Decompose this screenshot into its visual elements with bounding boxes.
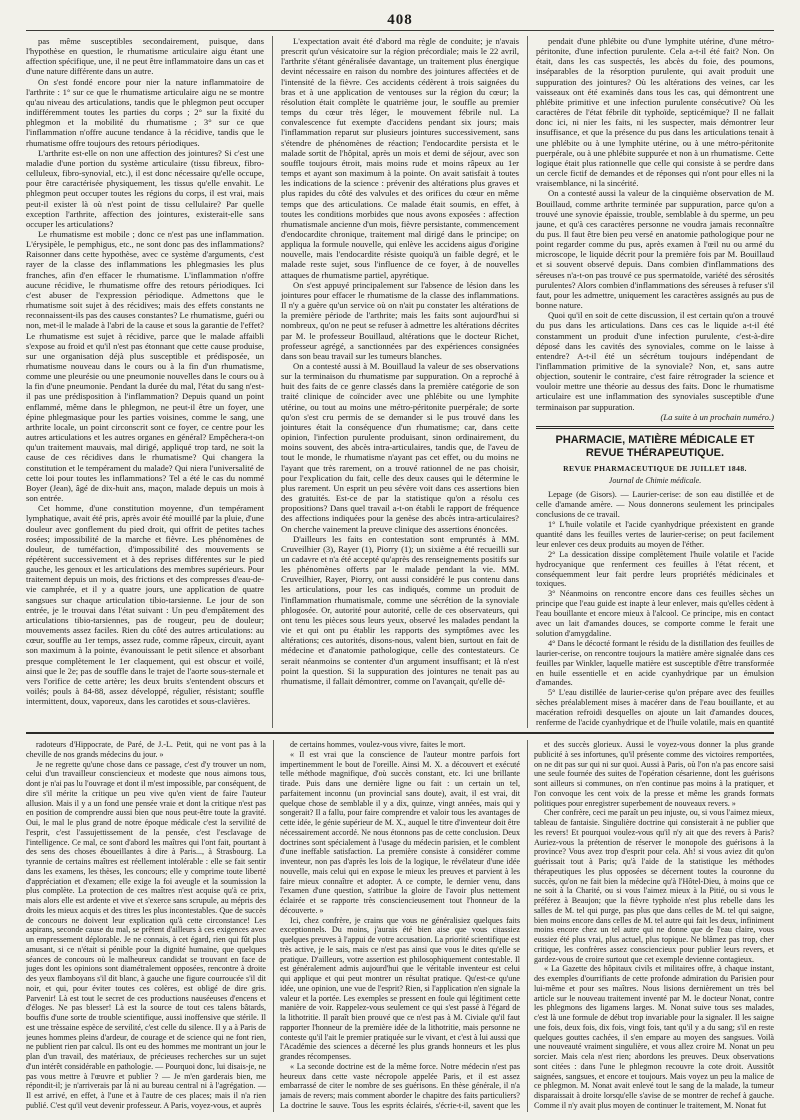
- paragraph: radoteurs d'Hippocrate, de Paré, de J.-L. Petit, qui ne vont pas à la cheville de nos grands médecins du jour. »: [26, 740, 266, 759]
- paragraph: On a contesté aussi la valeur de la cinquième observation de M. Bouillaud, comme arthrite terminée par suppuration, parce qu'on a trouvé une synovie épaissie, trouble, semblable à du sperme, un peu jaune, et qu'à ces caractères personne ne voudra jamais reconnaître du pus. Il faut être bien peu versé en anatomie pathologique pour ne point regarder comme du pus, après examen à l'œil nu ou armé du microscope, le liquide décrit pour la première fois par M. Bouillaud et si souvent observé depuis. Dans combien d'inflammations des séreuses n'a-t-on pas trouvé ce pus spermatoïde, variété des sérosités purulentes? Alors combien d'inflammations des séreuses à refuser s'il faut, pour les admettre, uniquement les caractères assignés au pus de bonne nature.: [536, 188, 774, 311]
- page-number: 408: [387, 12, 413, 28]
- paragraph: Je ne regrette qu'une chose dans ce passage, c'est d'y trouver un nom, celui d'un travailleur consciencieux et modeste que nous aimons tous, dont je n'ai pas lu l'ouvrage et dont il m'est impossible, par conséquent, de dire s'il mérite la critique un peu vive qu'en vient de faire l'auteur allusion. Mais il y a un fond une pensée vraie et dont la critique n'est pas en position de comprendre aussi bien que nous peut-être toute la gravité. Oui, le mal le plus grand de notre époque médicale c'est la servilité de l'esprit, c'est l'assujettissement de la pensée, c'est l'esclavage de l'intelligence. Ce mal, ce sont d'abord les maîtres qui l'ont fait, pourtant à des sens des choses éboueillantes à dire à Paris..., à Strasbourg. La tyrannie de certains maîtres est réellement intolérable : elle se fait sentir dans les examens, les thèses, les concours; elle y comprime toute liberté d'appréciation et d'examen; elle exige la foi aveugle et la soumission la plus complète. La protection de ces maîtres n'est acquise qu'à ce prix, mais alors elle est ardente et vive et s'exerce sans scrupule, au mépris des droits les mieux acquis et des titres les plus incontestables. Que de succès de concours ne doivent leur explication qu'à cette circonstance! Les aspirans, seconde cause du mal, se prêtent d'ailleurs à ces exigences avec un empressement déplorable. Je ne connais, à cet égard, rien qui fût plus amusant, si ce n'était si pénible pour la dignité humaine, que quelques séances de concours où le malheureux candidat se trouvant en face de juges dont les opinions sont diamétralement opposées, rencontre à droite des yeux flamboyans s'il dit blanc, à gauche une figure courroucée s'il dit noir, et qui, pour éviter toutes ces colères, est obligé de dire gris. Parvenir! Là est tout le secret de ces productions nauséeuses d'encens et d'éloges. Ne pas blesser! Là est la source de tout ces talens bâtards, bouffis d'une sorte de trouble scientifique, aussi inoffensive que stérile. Il est une trèssaine espèce de servilité, c'est celle du silence. Il y a à Paris de jeunes hommes pleins d'ardeur, de courage et de science qui ne font rien, ne publient rien par calcul. Ils ont eu des hommes me montrant un jour le plan d'un travail, des matériaux, de précieuses recherches sur un sujet d'un intérêt considérable en pathologie. — Pourquoi donc, lui disais-je, ne pas vous mettre à l'œuvre et publier ? — Je m'en garderais bien, me répondit-il; je n'arriverais par là ni au bureau central ni à l'agrégation. — Il est arrivé, en effet, à l'une et à l'autre de ces places; mais il n'a rien publié. C'est qu'il veut devenir professeur. A Paris, voyez-vous, et auprès: [26, 759, 266, 1110]
- lower-column-1: [26, 740, 266, 1112]
- section-source: Journal de Chimie médicale.: [608, 476, 702, 486]
- upper-column-1: [26, 36, 264, 728]
- paragraph: « Il est vrai que la conscience de l'auteur montre parfois fort impertinemment le bout de l'oreille. Ainsi M. X. a découvert et exécuté telle méthode magnifique, d'où succès constant, etc. Ici une brillante tirade. Puis dans une dernière ligne ou fait : un certain un tel, parfaitement inconnu (un provincial sans doute), avait, il est vrai, dit quelque chose de semblable il y a dix, quinze, vingt années, mais qui y songerait? Il a fallu, pour faire comprendre et valoir tous les avantages de cette idée, le génie supérieur de M. X., auquel le titre d'inventeur doit être nécessairement accordé. Ne nous étonnons pas de cette conclusion. Deux doctrines sont spécialement à l'usage du médecin parisien, et le comblent d'une ineffable satisfaction. La première consiste à considérer comme inventeur, non pas d'après les lois de la logique, le révélateur d'une idée nouvelle, mais celui qui en expose le mieux les preuves et parvient à les faire mieux connaître et adopter. A ce compte, le dernier venu, dans l'examen d'une question, s'attribue la gloire de l'avoir plus nettement éclairée et se rapporte très consciencieusement tout l'honneur de la découverte. »: [280, 749, 520, 915]
- lower-column-2: [280, 740, 520, 1112]
- pharmacy-note: 3° Néanmoins on rencontre encore dans ces feuilles sèches un principe que l'eau guide est inapte à leur enlever, mais qu'elles cèdent à l'eau bouillante et encore mieux à l'alcool. Ce principe, mis en contact avec un lait d'amandes douces, se comporte comme le ferait une solution d'amygdaline.: [536, 589, 774, 638]
- paragraph: Cet homme, d'une constitution moyenne, d'un tempérament lymphatique, avait été pris, après avoir été mouillé par la pluie, d'une douleur avec gonflement du pied droit, qui offrit de petites taches rosées; impossibilité de la marche et fièvre. Les phénomènes de douleur, de tuméfaction, d'impossibilité des mouvements se répétèrent successivement et à des reprises différentes sur le pied gauche, les genoux et les articulations des membres supérieurs. Pour traitement depuis un mois, des frictions et des compresses d'eau-de-vie camphrée, et il y a quatre jours, une application de quatre sangsues sur chaque articulation tibio-tarsienne. Le jour de son entrée, je le trouvai dans l'état suivant : Un peu d'empâtement des articulations tibio-tarsiennes, pas de rougeur, peu de douleur; mouvements assez faciles. Rien du côté des autres articulations: au cœur, souffle au 1er temps, assez rude, comme râpeux, circuit, ayant son maximum à la pointe, évanouissant le petit silence et absorbant presque complètement le 1er claquement, qui est obscur et voilé, ainsi que le 2e; pas de souffle dans le trajet de l'aorte sous-sternale et vers l'orifice de cette artère; les deux bruits s'entendent obscurs et voilés; pouls à 84-88, assez développé, régulier, résistant; souffle intermittent, doux, vaporeux, dans les carotides et sous-clavières.: [26, 503, 264, 707]
- pharmacy-note: 2° La dessication dissipe complètement l'huile volatile et l'acide hydrocyanique que renferment ces feuilles à l'état récent, et conséquemment leur fait perdre leurs propriétés médicinales et toxiques.: [536, 549, 774, 589]
- upper-column-3: [536, 36, 774, 728]
- paragraph: Le rhumatisme est mobile ; donc ce n'est pas une inflammation. L'érysipèle, le pemphigus, etc., ne sont donc pas des inflammations? Raisonner dans cette hypothèse, avec ce système d'arguments, c'est rayer de la classe des inflammations les phlegmasies les plus franches, afin d'en effacer le rhumatisme. L'inflammation n'offre aucune récidive, le rhumatisme offre des retours périodiques. Ici c'est abuser de l'expression périodique. Admettons que le rhumatisme soit sujet à des récidives; mais des effets constants ne reconnaissent-ils pas des causes constantes? Le rhumatisme, guéri ou non, met-il le malade à l'abri de la cause et sous la garantie de l'effet? Le rhumatisme est sujet à récidive, parce que le malade affaibli s'expose au froid et qu'il n'est pas étonnant que cette cause produise, sur une organisation déjà plus susceptible et prédisposée, un rhumatisme nouveau dans le cours ou à la fin d'un rhumatisme, comme une pleurésie ou une pneumonie nouvelles dans le cours ou à la fin d'une pneumonie. Pendant la durée du mal, l'état du sang n'est-il pas une prédisposition à l'inflammation? Depuis quand un point enflammé, même dans le phlegmon, ne peut-il être un foyer, une épine phlegmasique pour les parties voisines, comme le sang, une arthrite locale, un point circonscrit sont ce foyer, ce centre pour les autres articulations et les autres organes en général? Empêchera-t-on qu'un traitement mauvais, mal dirigé, appliqué trop tard, ne soit la cause de ces récidives dans le rhumatisme? Qui changera la constitution et le tempérament du malade? Qui niera l'universalité de cette loi pour toutes les inflammations? Tel a été le cas du nommé Boyer (Jean), âgé de dix-huit ans, maçon, malade depuis un mois à son entrée.: [26, 228, 264, 504]
- header-rule: [26, 30, 774, 31]
- column-divider: [527, 36, 528, 728]
- paragraph: Cher confrère, ceci me paraît un peu injuste, ou, si vous l'aimez mieux, tableau de fantaisie. Singulière doctrine qui consisterait à ne publier que les revers! Et pourquoi voulez-vous qu'il n'y ait que des revers à Paris? Auriez-vous la prétention de réserver le monopole des guérisons à la province? Vous avez trop d'esprit pour cela. Ah! si vous aviez dit qu'on guérissait tout à Paris; qu'à l'aide de la statistique les méthodes thérapeutiques les plus opposées se décernent toutes la couronne du succès, qu'on ne fait bien la médecine qu'à l'Hôtel-Dieu, à moins que ce ne soit à la Charité, ou si vous l'aimez mieux à la Pitié, ou si vous le préférez à Beaujon; que la fièvre typhoïde n'est plus rebelle dans les salles de M. tel qui purge, pas plus que dans celles de M. tel qui saigne, bien moins encore dans celles de M. tel autre qui fait les deux, infiniment moins encore chez un tel autre qui ne donne que de l'eau claire, vous eussiez été plus vrai, plus actuel, plus topique. Ne blâmez pas trop, cher critique, les confrères assez consciencieux pour publier leurs revers, et gardez-vous de croire surtout que cet exemple devienne contagieux.: [534, 808, 774, 964]
- section-title: PHARMACIE, MATIÈRE MÉDICALE ET REVUE THÉRAPEUTIQUE.: [555, 433, 755, 459]
- lower-column-3: [534, 740, 774, 1112]
- paragraph: « La seconde doctrine est de la même force. Notre médecin n'est pas heureux dans cette vaste nécropole appelée Paris, et il est assez embarrassé de citer le nombre de ses guérisons. En thèse générale, il n'a jamais de revers; mais comment aborder le chapitre des faits particuliers? La doctrine le sauve. Tous les esprits éclairés, s'écrie-t-il, savent que les: [280, 1061, 520, 1110]
- paragraph: Quoi qu'il en soit de cette discussion, il est certain qu'on a trouvé du pus dans les articulations. Dans ces cas le liquide a-t-il été constamment un produit d'une infection purulente, c'est-à-dire déposé dans les cavités des synoviales, comme on le laisse à entendre? A-t-il été un sécrétum toujours indépendant de l'inflammation primitive de la synoviale? Non, et, sans autre objection, soutenir le contraire, c'est faire rétrograder la science et vouloir mettre une théorie au dessus des faits. Donc le rhumatisme articulaire est une inflammation des synoviales susceptible d'une terminaison par suppuration.: [536, 310, 774, 412]
- paragraph: L'expectation avait été d'abord ma règle de conduite; je n'avais prescrit qu'un vésicatoire sur la région précordiale; mais le 22 avril, l'arthrite s'étant généralisée davantage, un traitement plus énergique devint nécessaire en raison du nombre des jointures affectées et de l'intensité de la fièvre. Ces accidents cédèrent à trois saignées du bras et à une application de ventouses sur la région du cœur; la résolution était complète le quatrième jour, le souffle au premier temps du cœur très léger, le mouvement fébrile nul. La convalescence fut exempte d'accidens pendant six jours; mais l'inflammation reparut sur plusieurs jointures successivement, sans s'étendre de phénomènes de réaction; l'endocardite persista et le malade sortit de l'hôpital, après un mois et demi de séjour, avec son souffle toujours étroit, mais moins rude et moins râpeux au 1er temps et ayant son maximum à la pointe. On avait satisfait à toutes les indications de la science : prévenir des altérations plus graves et plus rapides du côté des valvules et des orifices du cœur en même temps que des articulations. Ce malade était soumis, en effet, à toutes les conditions morbides que nous avons exposées : affection rhumatismale ancienne d'un mois, fièvre persistante, commencement d'endocardite chronique, traitement mal dirigé dans le principe; on appliqua la formule nouvelle, qui enlève les accidens aigus d'origine nouvelle, mais l'endocardite résiste quoiqu'à un faible degré, et le malade reste sujet, sous l'influence de ce foyer, à de nouvelles attaques de rhumatisme partiel, apyrétique.: [281, 36, 519, 280]
- paragraph: D'ailleurs les faits en contestation sont empruntés à MM. Cruveilhier (3), Rayer (1), Piorry (1); un sixième a été recueilli sur un cadavre et n'a été accepté qu'après des renseignements positifs sur les phénomènes offerts par le malade pendant la vie. MM. Cruveilhier, Rayer, Piorry, ont aussi considéré le pus contenu dans les articulations, pour les cas indiqués, comme un produit de l'inflammation rhumatismale, comme une sécrétion de la synoviale phlogosée. Or, autorité pour autorité, celle de ces observateurs, qui ont tenu les pièces sous leurs yeux, observé les malades pendant la vie et qui ont pu établir les rapports des symptômes avec les altérations; ces autorités, disons-nous, valent bien, surtout en fait de médecine et d'anatomie pathologique, celle des contestateurs. Ce serait néanmoins se contenter d'un argument insuffisant; et là n'est point la question. Si la suppuration des jointures ne tenait pas au rhumatisme, il fallait démontrer, comme on l'avançait, qu'elle dé-: [281, 533, 519, 686]
- paragraph: On s'est appuyé principalement sur l'absence de lésion dans les jointures pour effacer le rhumatisme de la classe des inflammations. Il n'y a guère qu'un service où on n'ait pu constater les altérations de la première période de l'arthrite; mais les faits sont aujourd'hui si nombreux, qu'on ne peut se refuser à admettre les altérations décrites par M. le professeur Bouillaud, altérations que le docteur Richet, professeur agrégé, a sanctionnées par des expériences consignées dans son beau travail sur les tumeurs blanches.: [281, 279, 519, 361]
- paragraph: Ici, chez confrère, je crains que vous ne généralisiez quelques faits exceptionnels. Du moins, j'aurais été bien aise que vous citassiez quelques preuves à l'appui de votre accusation. La priorité scientifique est très active, je le sais, mais ce n'est pas ainsi que vous le dites qu'elle se pratique. D'ailleurs, votre assertion est philosophiquement contestable. Il est généralement admis aujourd'hui que le véritable inventeur est celui qui applique et qui peut montrer un résultat pratique. Qu'est-ce qu'une idée, une opinion, une vue de l'esprit? Rien, si l'application n'en signale la valeur et la portée. Les exemples se pressent en foule qui légitiment cette manière de voir. Rappelez-vous seulement ce qui s'est passé à l'égard de la lithotritie. Il paraît bien prouvé que ce n'est pas à M. Civiale qu'il faut rapporter l'honneur de la première idée de la lithotritie, mais personne ne conteste qu'il l'ait le premier pratiquée sur le vivant, et c'est à lui aussi que l'Académie des sciences a décerné les plus grands honneurs et les plus grandes récompenses.: [280, 915, 520, 1061]
- section-rule: [536, 428, 774, 429]
- column-divider: [527, 740, 528, 1112]
- section-subtitle: REVUE PHARMACEUTIQUE DE JUILLET 1848.: [563, 463, 747, 473]
- feuilleton: [26, 740, 774, 1112]
- pharmacy-note: Lepage (de Gisors). — Laurier-cerise: de son eau distillée et de celle d'amande amère. — Nous donnerons seulement les principales conclusions de ce travail.: [536, 490, 774, 520]
- paragraph: de certains hommes, voulez-vous vivre, faites le mort.: [290, 740, 466, 749]
- paragraph: L'arthrite est-elle on non une affection des jointures? Si c'est une maladie d'une portion du système articulaire (tissu fibreux, fibro-celluleux, fibro-synovial, etc.), il est donc nécessaire qu'elle occupe, pour être caractérisée physiquement, les tissus qu'elle envahit. Le phlegmon peut occuper toutes les régions du corps, il est vrai, mais peut-il exister là où n'est point de tissu cellulaire? Par quelle exception l'arthrite, affection des jointures, existerait-elle sans occuper les articulations?: [26, 147, 264, 229]
- upper-article: [26, 36, 774, 728]
- pharmacy-note: 4° Dans le décocté formant le résidu de la distillation des feuilles de laurier-cerise, on rencontre toujours la matière amère signalée dans ces feuilles par Winkler, laquelle matière est susceptible d'être transformée en huile essentielle et en acide cyanhydrique par un émulsion d'amandes.: [536, 638, 774, 688]
- column-divider: [272, 36, 273, 728]
- paragraph: « La Gazette des hôpitaux civils et militaires offre, à chaque instant, des exemples d'ourrifiants de cette profonde admiration du Parisien pour lui-même et pour ses maîtres. Nous lisions dernièrement un très bel article sur le nouveau traitement inventé par M. le docteur Nonat, contre les phlegmons des ligamens larges. M. Nonat suive tous ses malades, c'est là une formule de début trop invariable pour la signaler. Il les saigne une fois, deux fois, dix fois, vingt fois, tant qu'il y a du sang; s'il en reste quelques gouttes cachées, il s'en empare au moyen des sangsues. Voilà une nouveauté vraiment singulière, et vous allez croire M. Nonat un peu sorcier. Mais cela n'est rien; abordons les preuves. Deux observations sont citées : dans l'une le phlegmon recouvre la cote droit. Aussitôt saignées, sangsues, et encore et toujours. Mais voyez un peu la malice de ce phlegmon. M. Nonat avait enlevé tout le sang de la malade, la tumeur disparaissait à droite lorsqu'elle s'avise de se montrer de rechef à gauche. Comme il n'y avait plus moyen de continuer le traitement, M. Nonat fut: [534, 964, 774, 1110]
- column-divider: [273, 740, 274, 1112]
- paragraph: et des succès glorieux. Aussi le voyez-vous donner la plus grande publicité à ses infortunes, qu'il présente comme des victoires remportées, on ne dit pas sur qui ni sur quoi. Aussi à Paris, où l'on n'a pas encore saisi une seule fournée des suites de l'opération césarienne, dont les guérisons sont ailleurs si communes, on n'en continue pas moins à la pratiquer, et l'on convoque les cent voix de la presse et même les grands formats politiques pour enregistrer superbement de nouveaux revers. »: [534, 740, 774, 808]
- upper-column-2: [281, 36, 519, 728]
- feuilleton-divider: [26, 732, 774, 734]
- pharmacy-note: 1° L'huile volatile et l'acide cyanhydrique préexistent en grande quantité dans les feuilles vertes de laurier-cerise; on peut facilement leur enlever ces deux produits au moyen de l'éther.: [536, 519, 774, 549]
- continued-note: (La suite à un prochain numéro.): [660, 411, 774, 422]
- section-rule: [536, 426, 774, 427]
- paragraph: On a contesté aussi à M. Bouillaud la valeur de ses observations sur la terminaison du rhumatisme par suppuration. On a reproché à huit des faits de ce genre classés dans la première catégorie de son traité clinique de coïncider avec une phlébite ou une lymphite utérine, ou tout au moins une métro-péritonite puerpérale; de sorte qu'on s'est cru permis de se demander si le pus trouvé dans les jointures était la conséquence d'un rhumatisme; car, dans cette opinion, l'infection purulente produisant, sinon ordinairement, du moins souvent, des abcès intra-articulaires, tandis que, de l'aveu de tout le monde, le rhumatisme n'ayant pas cet effet, ou du moins ne l'ayant que très rarement, on a trouvé rationnel de ne pas choisir, pour l'explication du fait, celle des deux causes qui le détermine le plus rarement. Un esprit un peu sévère voit dans ces assertions bien des gratuités. Est-ce de par la statistique qu'on a résolu ces propositions? Dans quel travail a-t-on établi le rapport de fréquence des affections indiquées pour la genèse des abcès intra-articulaires? On cherche vainement la preuve clinique des assertions énoncées.: [281, 361, 519, 534]
- pharmacy-note: 5° L'eau distillée de laurier-cerise qu'on prépare avec des feuilles sèches préalablement mises à macérer dans de l'eau bouillante, et au macération refroidi desquelles on ajoute un lait d'amandes douces, renferme de l'acide cyanhydrique et de l'huile volatile, mais en quantité: [536, 688, 774, 728]
- paragraph: pas même susceptibles secondairement, puisque, dans l'hypothèse en question, le rhumatisme articulaire aigu étant une affection spécifique, une, il ne peut être inflammatoire dans un cas et d'une nature différente dans un autre.: [26, 36, 264, 77]
- paragraph: On s'est fondé encore pour nier la nature inflammatoire de l'arthrite : 1° sur ce que le rhumatisme articulaire aigu ne se montre qu'au niveau des articulations, tandis que le phlegmon peut occuper indifféremment toutes les parties du corps ; 2° sur la fixité du phlegmon et la mobilité du rhumatisme ; 3° sur ce que l'inflammation n'offre aucune tendance à la récidive, tandis que le rhumatisme offre toujours des retours périodiques.: [26, 76, 264, 148]
- paragraph: pendait d'une phlébite ou d'une lymphite utérine, d'une métro-péritonite, d'une infection purulente. Cela a-t-il été fait? Non. On était, dans les cas suspectés, les abcès du foie, des poumons, inséparables de la résorption purulente, qui avait produit une suppuration des jointures? Où les altérations des veines, car les vaisseaux ont été examinés dans tous les cas, qui démontrent une phlébite primitive et une infection purulente consécutive? Où les caractères de l'état fébrile dit typhoïde, septicémique? Il ne fallait donc ici, ni nier les faits, ni les suspecter, mais démontrer leur insuffisance, et que la présence du pus dans les articulations tenait à une phlébite ou à une lymphite utérine, ou à une métro-péritonite puerpérale, ou à une phlébite suppurée et non à un rhumatisme. Cette logique était plus rationnelle que celle qui consiste à se perdre dans un cercle fictif de demandes et de réponses qui n'ont pour elles ni la vraisemblance, ni la sincérité.: [536, 36, 774, 189]
